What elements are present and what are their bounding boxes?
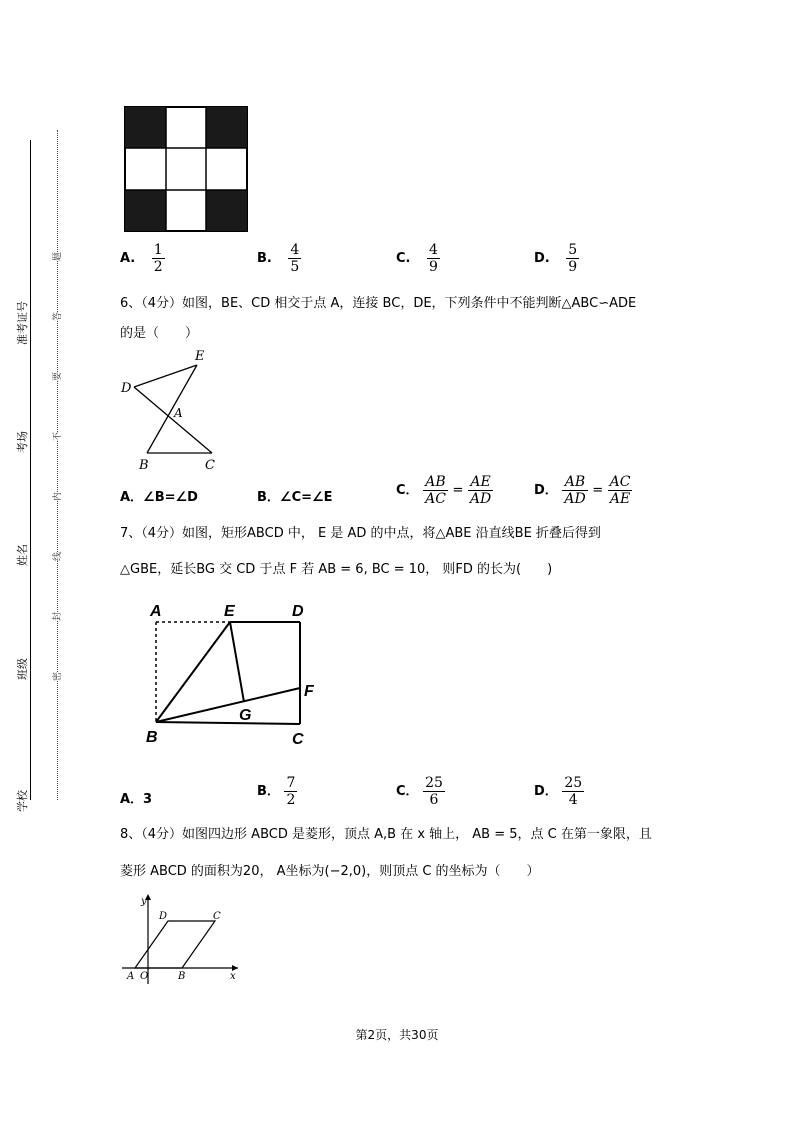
label-e: E	[224, 603, 235, 620]
fraction: $\frac{AB}{AD}$	[564, 474, 586, 507]
option-letter: B．	[257, 784, 280, 799]
label-a: A	[127, 971, 135, 982]
seal-char: 封	[50, 612, 63, 621]
margin-label-school: 学校	[16, 790, 29, 812]
option-letter: C．	[396, 483, 419, 498]
margin-label-exam-number: 准考证号	[16, 301, 29, 345]
q7-option-b[interactable]	[257, 775, 297, 808]
q5-option-c[interactable]	[396, 242, 440, 275]
label-a: A	[150, 603, 162, 620]
q5-option-d[interactable]	[534, 242, 579, 275]
fraction: $\frac{5}{9}$	[568, 242, 578, 275]
option-letter: B.	[257, 251, 272, 266]
label-b: B	[146, 729, 158, 746]
fraction: $\frac{4}{9}$	[429, 242, 438, 275]
label-c: C	[292, 731, 304, 748]
fraction: $\frac{1}{2}$	[153, 242, 163, 275]
checkerboard-figure	[124, 106, 248, 232]
seal-char: 内	[50, 492, 63, 501]
page-footer: 第2页，共30页	[355, 1028, 439, 1042]
label-a: A	[174, 406, 183, 420]
q6-stem-line2: 的是（ ）	[120, 326, 199, 341]
seal-char: 题	[50, 252, 63, 261]
option-letter: D．	[534, 483, 558, 498]
fraction: $\frac{25}{4}$	[564, 775, 583, 808]
equals-sign: =	[592, 483, 604, 498]
q7-stem-line1: 7、（4分）如图，矩形ABCD 中， E 是 AD 的中点，将△ABE 沿直线BE 折叠后得到	[120, 526, 601, 541]
option-letter: C.	[396, 251, 411, 266]
option-letter: D.	[534, 251, 550, 266]
equals-sign: =	[452, 483, 464, 498]
q7-option-a[interactable]: A．3	[120, 792, 153, 807]
label-x: x	[230, 971, 236, 982]
label-c: C	[205, 458, 215, 473]
seal-char: 密	[50, 672, 63, 681]
fraction: $\frac{7}{2}$	[286, 775, 296, 808]
margin-label-name: 姓名	[16, 544, 29, 566]
label-o: O	[140, 971, 149, 982]
label-y: y	[141, 896, 147, 907]
option-letter: D．	[534, 784, 558, 799]
q8-stem-line2: 菱形 ABCD 的面积为20， A坐标为(−2,0)，则顶点 C 的坐标为（ ）	[120, 864, 540, 879]
margin-solid-line	[30, 140, 31, 800]
q6-triangle-figure	[115, 345, 225, 475]
fraction: $\frac{AE}{AD}$	[469, 474, 492, 507]
seal-char: 要	[50, 372, 63, 381]
label-d: D	[121, 381, 132, 396]
q7-option-d[interactable]	[534, 775, 584, 808]
label-b: B	[178, 971, 186, 982]
option-letter: A.	[120, 251, 136, 266]
q5-option-a[interactable]	[120, 242, 165, 275]
fraction: $\frac{4}{5}$	[290, 242, 300, 275]
margin-dotted-line	[57, 130, 58, 800]
label-f: F	[304, 683, 314, 700]
label-g: G	[239, 707, 252, 724]
label-d: D	[159, 911, 168, 922]
q8-stem-line1: 8、（4分）如图四边形 ABCD 是菱形，顶点 A,B 在 x 轴上， AB = 5，点 C 在第一象限，且	[120, 827, 652, 842]
fraction: $\frac{25}{6}$	[425, 775, 443, 808]
q8-rhombus-figure	[118, 890, 243, 986]
label-c: C	[213, 911, 221, 922]
q7-rectangle-figure	[140, 598, 330, 750]
q6-option-b[interactable]: B．∠C=∠E	[257, 490, 333, 505]
q6-option-c[interactable]	[396, 474, 493, 507]
seal-char: 线	[50, 552, 63, 561]
seal-char: 不	[50, 432, 63, 441]
q7-option-c[interactable]	[396, 775, 445, 808]
margin-label-class: 班级	[16, 658, 29, 680]
label-b: B	[139, 458, 149, 473]
q6-stem-line1: 6、（4分）如图，BE、CD 相交于点 A，连接 BC，DE，下列条件中不能判断△ABC∽ADE	[120, 296, 637, 311]
margin-label-exam-room: 考场	[16, 431, 29, 453]
fraction: $\frac{AB}{AC}$	[425, 474, 446, 507]
q5-option-b[interactable]	[257, 242, 301, 275]
label-d: D	[292, 603, 304, 620]
q7-stem-line2: △GBE，延长BG 交 CD 于点 F 若 AB = 6, BC = 10， 则FD 的长为( )	[120, 562, 553, 577]
fraction: $\frac{AC}{AE}$	[609, 474, 631, 507]
label-e: E	[195, 349, 205, 364]
q6-option-d[interactable]	[534, 474, 632, 507]
option-letter: C．	[396, 784, 419, 799]
q6-option-a[interactable]: A．∠B=∠D	[120, 490, 198, 505]
seal-char: 答	[50, 312, 63, 321]
